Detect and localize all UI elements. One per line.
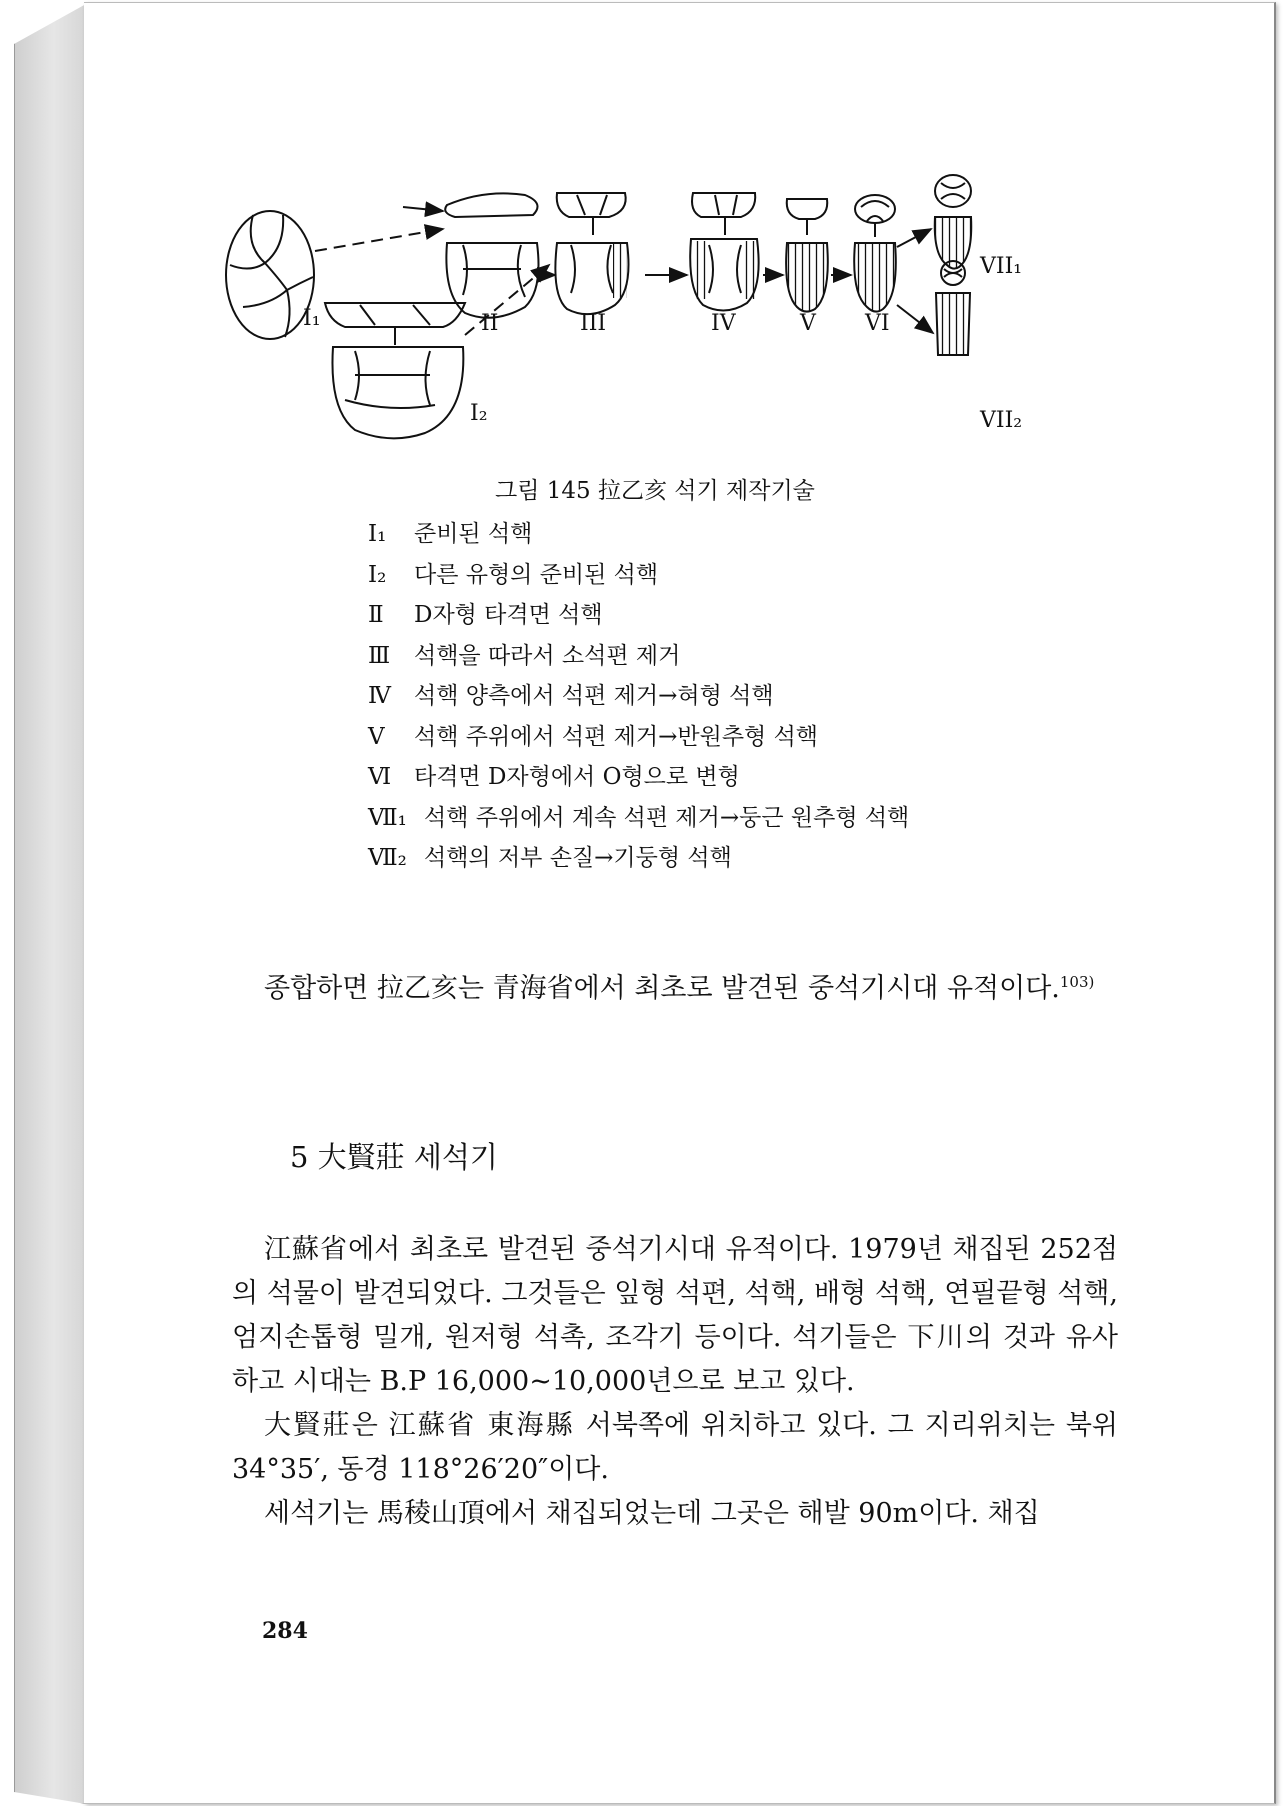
core-vii1 bbox=[935, 175, 972, 269]
book-spine bbox=[14, 4, 86, 1804]
legend-item-number: I₂ bbox=[368, 561, 387, 588]
section-body bbox=[232, 1228, 1118, 1536]
legend-item bbox=[368, 758, 909, 799]
core-iii bbox=[555, 193, 628, 314]
legend-item bbox=[368, 799, 909, 840]
legend-item bbox=[368, 556, 909, 597]
label-vii1: VII₁ bbox=[980, 254, 1023, 279]
core-vi bbox=[854, 195, 896, 312]
legend-item-text: 석핵 양측에서 석편 제거→혀형 석핵 bbox=[414, 683, 774, 709]
label-iii: III bbox=[580, 311, 607, 336]
legend-item-number: Ⅵ bbox=[368, 764, 392, 790]
core-v bbox=[786, 199, 828, 312]
body-paragraph: 세석기는 馬稜山頂에서 채집되었는데 그곳은 해발 90m이다. 채집 bbox=[264, 1498, 1040, 1529]
legend-item-number: Ⅲ bbox=[368, 642, 391, 669]
legend-item-number: Ⅶ₁ bbox=[368, 804, 407, 831]
label-ii: II bbox=[481, 311, 499, 336]
legend-item-text: 석핵을 따라서 소석편 제거 bbox=[414, 642, 681, 669]
legend-item-number: Ⅱ bbox=[368, 602, 384, 628]
legend-item bbox=[368, 596, 909, 637]
summary-paragraph bbox=[232, 960, 1118, 1011]
body-paragraph: 大賢莊은 江蘇省 東海縣 서북쪽에 위치하고 있다. 그 지리위치는 북위 34°35′, 동경 118°26′20″이다. bbox=[232, 1410, 1118, 1485]
legend-item-number: Ⅳ bbox=[368, 683, 391, 709]
legend-item bbox=[368, 677, 909, 718]
legend-item-text: 다른 유형의 준비된 석핵 bbox=[414, 561, 659, 588]
legend-item bbox=[368, 515, 909, 556]
legend-item-number: I₁ bbox=[368, 521, 387, 547]
stone-tool-diagram bbox=[225, 165, 1135, 455]
legend-item-text: D자형 타격면 석핵 bbox=[414, 602, 603, 628]
label-vi: VI bbox=[865, 311, 890, 336]
stone-tool-figure bbox=[225, 165, 1135, 455]
legend-item-text: 석핵 주위에서 계속 석편 제거→둥근 원추형 석핵 bbox=[424, 804, 910, 831]
core-ii bbox=[445, 193, 538, 317]
core-i1 bbox=[226, 211, 314, 339]
legend-item bbox=[368, 637, 909, 678]
legend-item-number: Ⅶ₂ bbox=[368, 845, 407, 871]
legend-item-text: 타격면 D자형에서 O형으로 변형 bbox=[414, 764, 740, 790]
body-paragraph: 江蘇省에서 최초로 발견된 중석기시대 유적이다. 1979년 채집된 252점의 석물이 발견되었다. 그것들은 잎형 석편, 석핵, 배형 석핵, 연필끝형 석핵, 엄지손톱형 밀개, 원저형 석촉, 조각기 등이다. 석기들은 下川의 것과 유사하고 시대는 B.P 16,000~10,000년으로 보고 있다. bbox=[232, 1234, 1118, 1397]
figure-legend bbox=[368, 515, 909, 880]
label-i2: I₂ bbox=[470, 401, 488, 426]
core-iv bbox=[690, 193, 758, 311]
page-number: 284 bbox=[262, 1618, 308, 1644]
label-iv: IV bbox=[711, 311, 736, 336]
legend-item bbox=[368, 839, 909, 880]
label-i1: I₁ bbox=[303, 306, 321, 331]
legend-item-text: 석핵의 저부 손질→기둥형 석핵 bbox=[424, 845, 732, 871]
footnote-reference: 103) bbox=[1059, 973, 1095, 991]
legend-item-number: Ⅴ bbox=[368, 723, 385, 750]
section-heading: 5 大賢莊 세석기 bbox=[290, 1140, 498, 1174]
summary-text: 종합하면 拉乙亥는 青海省에서 최초로 발견된 중석기시대 유적이다. bbox=[264, 973, 1060, 1004]
legend-item-text: 석핵 주위에서 석편 제거→반원추형 석핵 bbox=[414, 723, 819, 750]
figure-caption: 그림 145 拉乙亥 석기 제작기술 bbox=[495, 478, 815, 504]
label-v: V bbox=[800, 311, 816, 336]
label-vii2: VII₂ bbox=[980, 408, 1023, 433]
core-i2 bbox=[325, 303, 465, 438]
legend-item bbox=[368, 718, 909, 759]
legend-item-text: 준비된 석핵 bbox=[414, 521, 533, 547]
core-vii2 bbox=[936, 261, 970, 355]
